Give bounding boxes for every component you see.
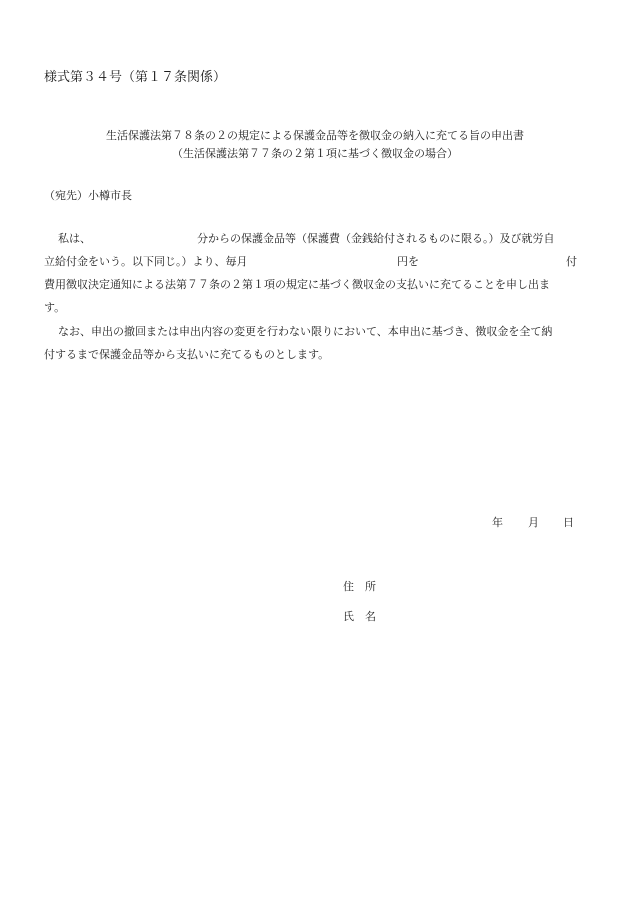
date-day-label: 日: [563, 516, 574, 529]
body-text-line: 費用徴収決定通知による法第７７条の２第１項の規定に基づく徴収金の支払いに充てることを申し出ま: [44, 278, 550, 291]
name-label: 氏 名: [343, 610, 376, 623]
body-text-line: 付するまで保護金品等から支払いに充てるものとします。: [44, 348, 330, 361]
addressee: （宛先）小樽市長: [44, 189, 132, 202]
body-text-line: なお、申出の撤回または申出内容の変更を行わない限りにおいて、本申出に基づき、徴収金を全て納: [58, 325, 553, 338]
document-subtitle: （生活保護法第７７条の２第１項に基づく徴収金の場合）: [172, 147, 458, 160]
body-text-line: 私は、: [58, 232, 91, 245]
body-text-line: 立給付金をいう。以下同じ。）より、毎月: [44, 255, 248, 268]
date-year-label: 年: [492, 516, 503, 529]
body-text-line: 円を: [397, 255, 419, 268]
body-text-line: 付: [566, 255, 577, 268]
body-text-line: す。: [44, 301, 66, 314]
date-month-label: 月: [528, 516, 539, 529]
document-title: 生活保護法第７８条の２の規定による保護金品等を徴収金の納入に充てる旨の申出書: [106, 129, 524, 142]
address-label: 住 所: [343, 580, 376, 593]
body-text-line: 分からの保護金品等（保護費（金銭給付されるものに限る。）及び就労自: [197, 232, 555, 245]
form-number: 様式第３４号（第１７条関係）: [44, 70, 227, 85]
